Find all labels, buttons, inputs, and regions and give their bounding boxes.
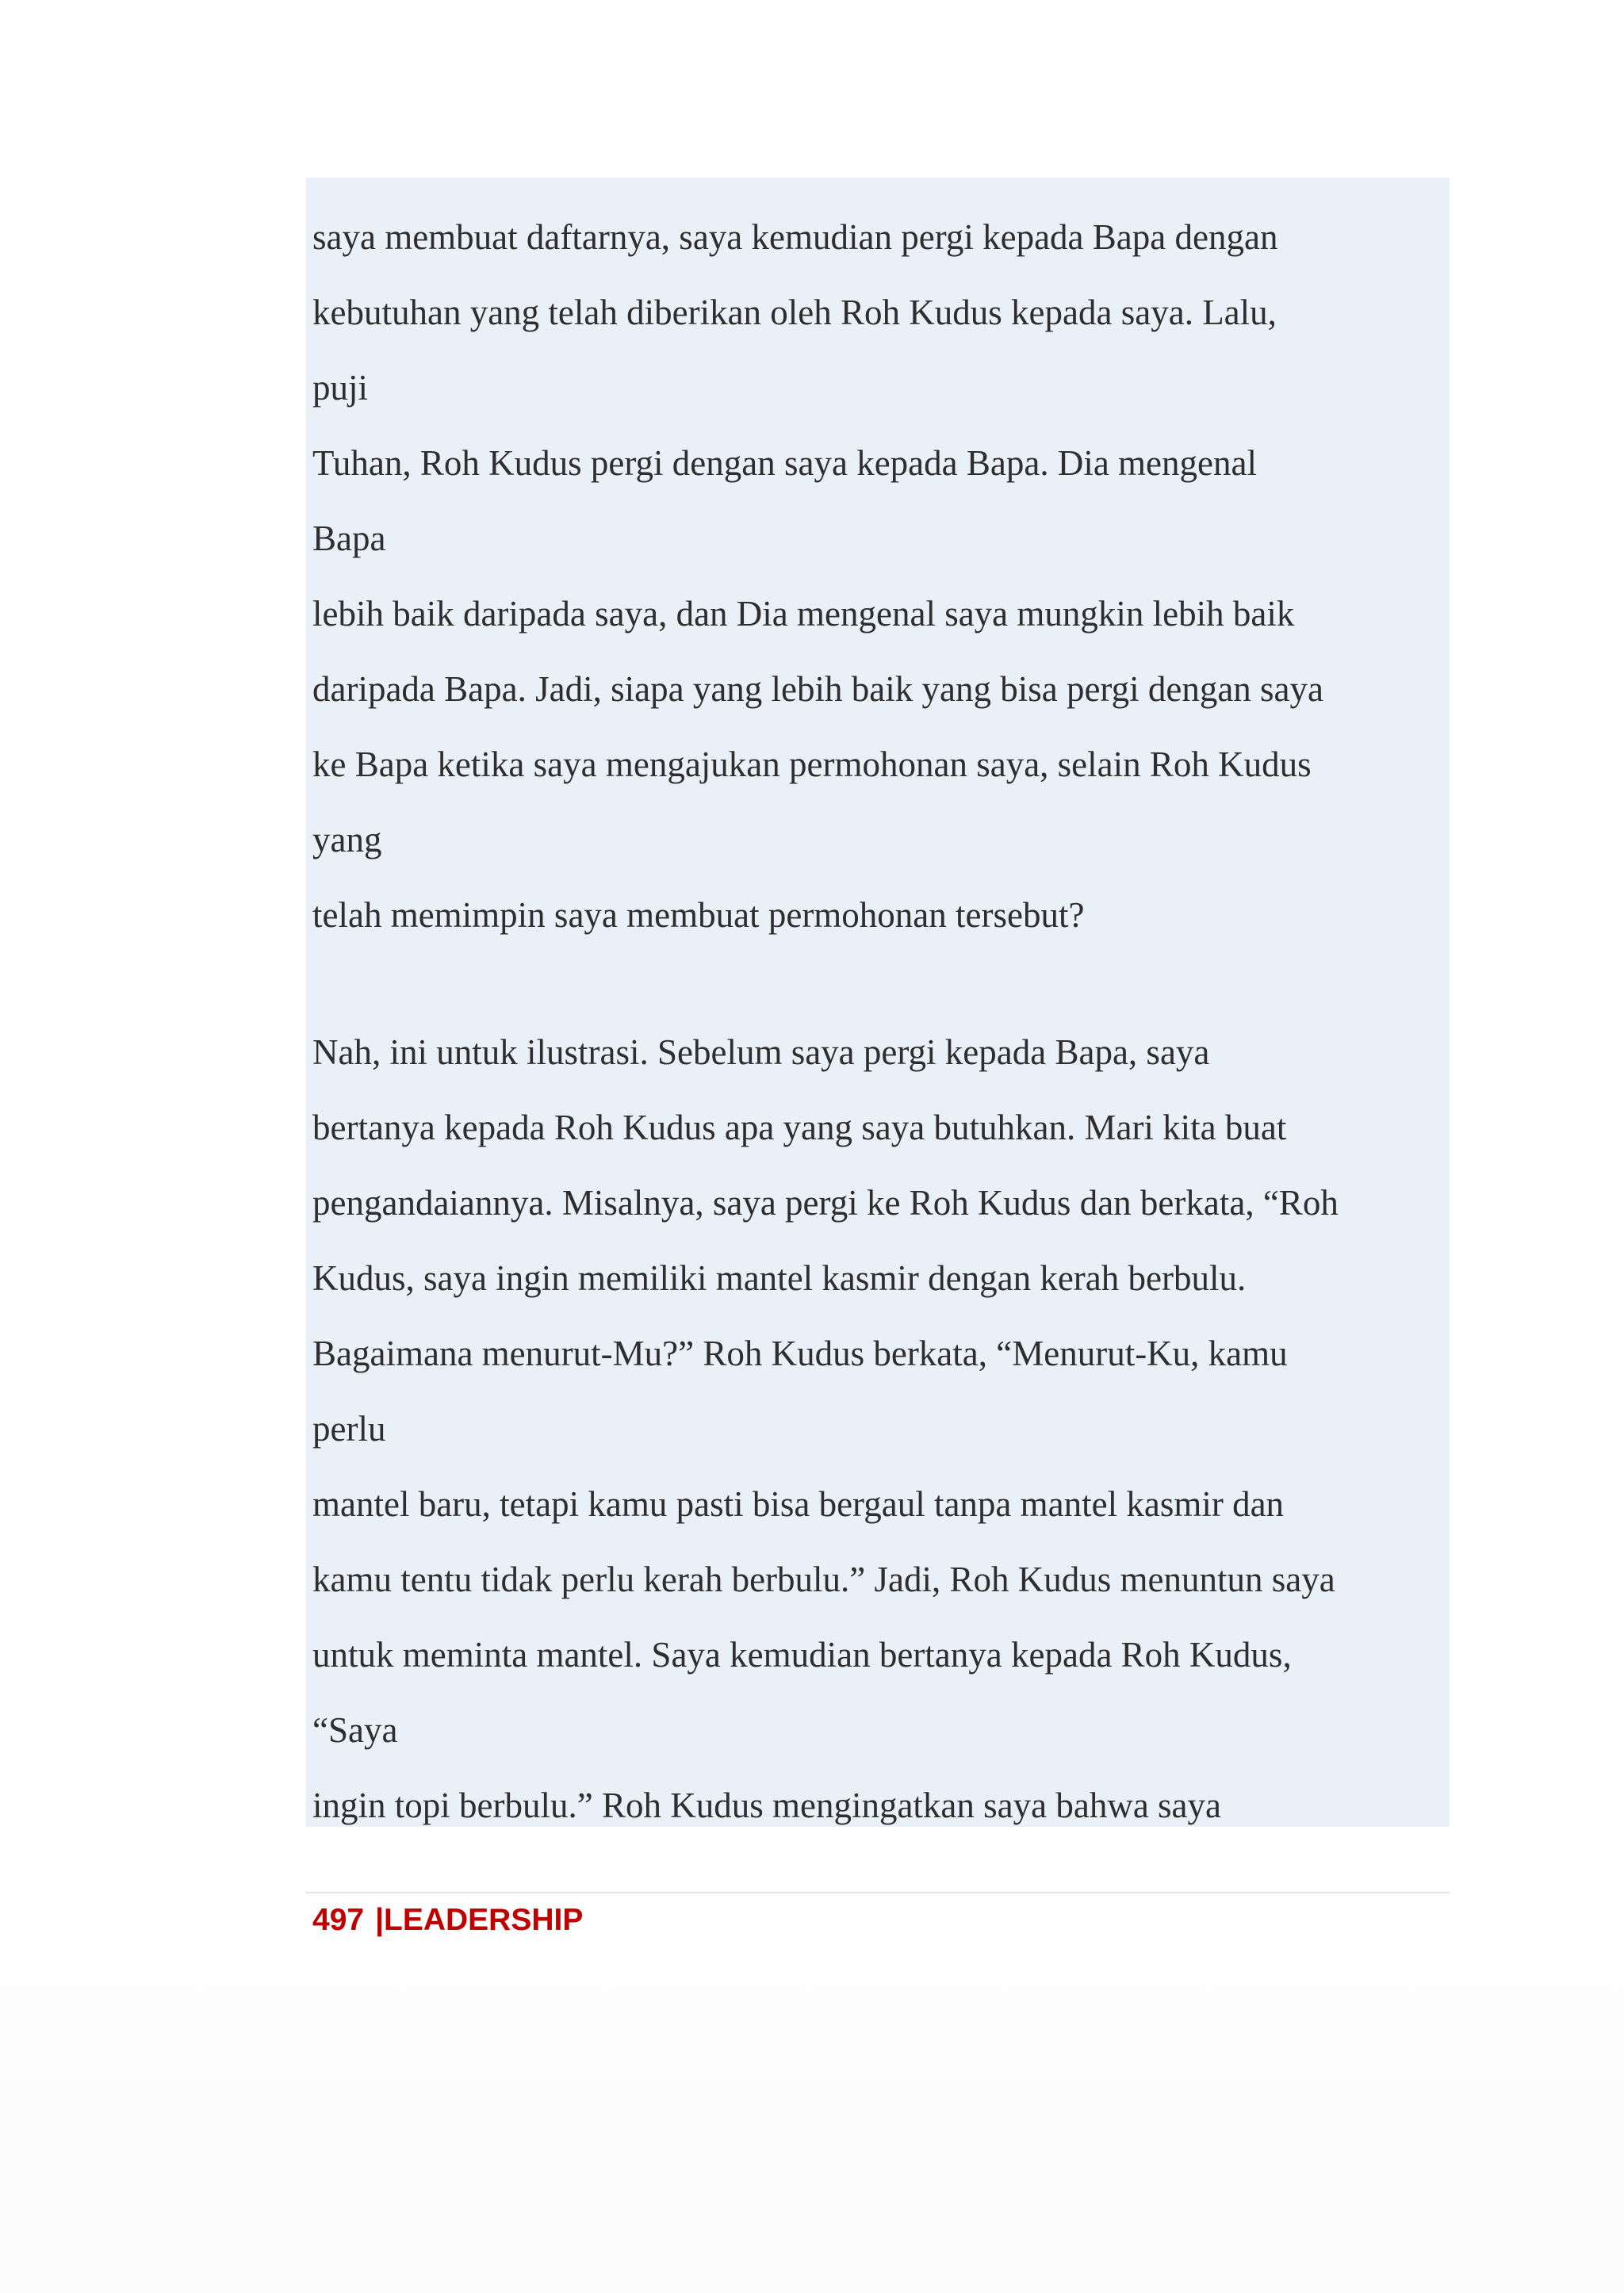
footer-divider [306, 1892, 1450, 1893]
text-block [306, 178, 1450, 1827]
paragraph-2-line-3: pengandaiannya. Misalnya, saya pergi ke Roh Kudus dan berkata, “Roh [312, 1183, 1339, 1223]
paragraph-1-line-6: lebih baik daripada saya, dan Dia mengenal saya mungkin lebih baik [312, 594, 1295, 634]
paragraph-2-line-6: perlu [312, 1409, 386, 1449]
paragraph-1-line-9: yang [312, 820, 382, 859]
paragraph-2-line-1: Nah, ini untuk ilustrasi. Sebelum saya pergi kepada Bapa, saya [312, 1032, 1210, 1072]
paragraph-1-line-10: telah memimpin saya membuat permohonan tersebut? [312, 895, 1085, 935]
paragraph-2-line-10: “Saya [312, 1710, 398, 1750]
paragraph-2-line-5: Bagaimana menurut-Mu?” Roh Kudus berkata, “Menurut-Ku, kamu [312, 1334, 1288, 1373]
page-number: 497 [312, 1903, 365, 1937]
paragraph-1-line-7: daripada Bapa. Jadi, siapa yang lebih baik yang bisa pergi dengan saya [312, 669, 1324, 709]
paragraph-1-line-8: ke Bapa ketika saya mengajukan permohonan saya, selain Roh Kudus [312, 745, 1312, 784]
footer-separator: | [375, 1903, 384, 1937]
paragraph-1-line-5: Bapa [312, 519, 386, 558]
paragraph-2-line-8: kamu tentu tidak perlu kerah berbulu.” Jadi, Roh Kudus menuntun saya [312, 1560, 1335, 1599]
paragraph-2-line-2: bertanya kepada Roh Kudus apa yang saya butuhkan. Mari kita buat [312, 1108, 1287, 1147]
paragraph-1-line-2: kebutuhan yang telah diberikan oleh Roh Kudus kepada saya. Lalu, [312, 293, 1277, 332]
paragraph-2-line-4: Kudus, saya ingin memiliki mantel kasmir dengan kerah berbulu. [312, 1258, 1247, 1298]
paragraph-2-line-7: mantel baru, tetapi kamu pasti bisa bergaul tanpa mantel kasmir dan [312, 1484, 1285, 1524]
page-footer [312, 1897, 583, 1944]
paragraph-1-line-3: puji [312, 368, 369, 408]
paragraph-2-line-11: ingin topi berbulu.” Roh Kudus mengingatkan saya bahwa saya [312, 1786, 1222, 1825]
book-title: LEADERSHIP [384, 1903, 584, 1937]
paragraph-2-line-9: untuk meminta mantel. Saya kemudian bertanya kepada Roh Kudus, [312, 1635, 1292, 1675]
paragraph-1-line-4: Tuhan, Roh Kudus pergi dengan saya kepada Bapa. Dia mengenal [312, 443, 1257, 483]
paragraph-1-line-1: saya membuat daftarnya, saya kemudian pergi kepada Bapa dengan [312, 217, 1278, 257]
